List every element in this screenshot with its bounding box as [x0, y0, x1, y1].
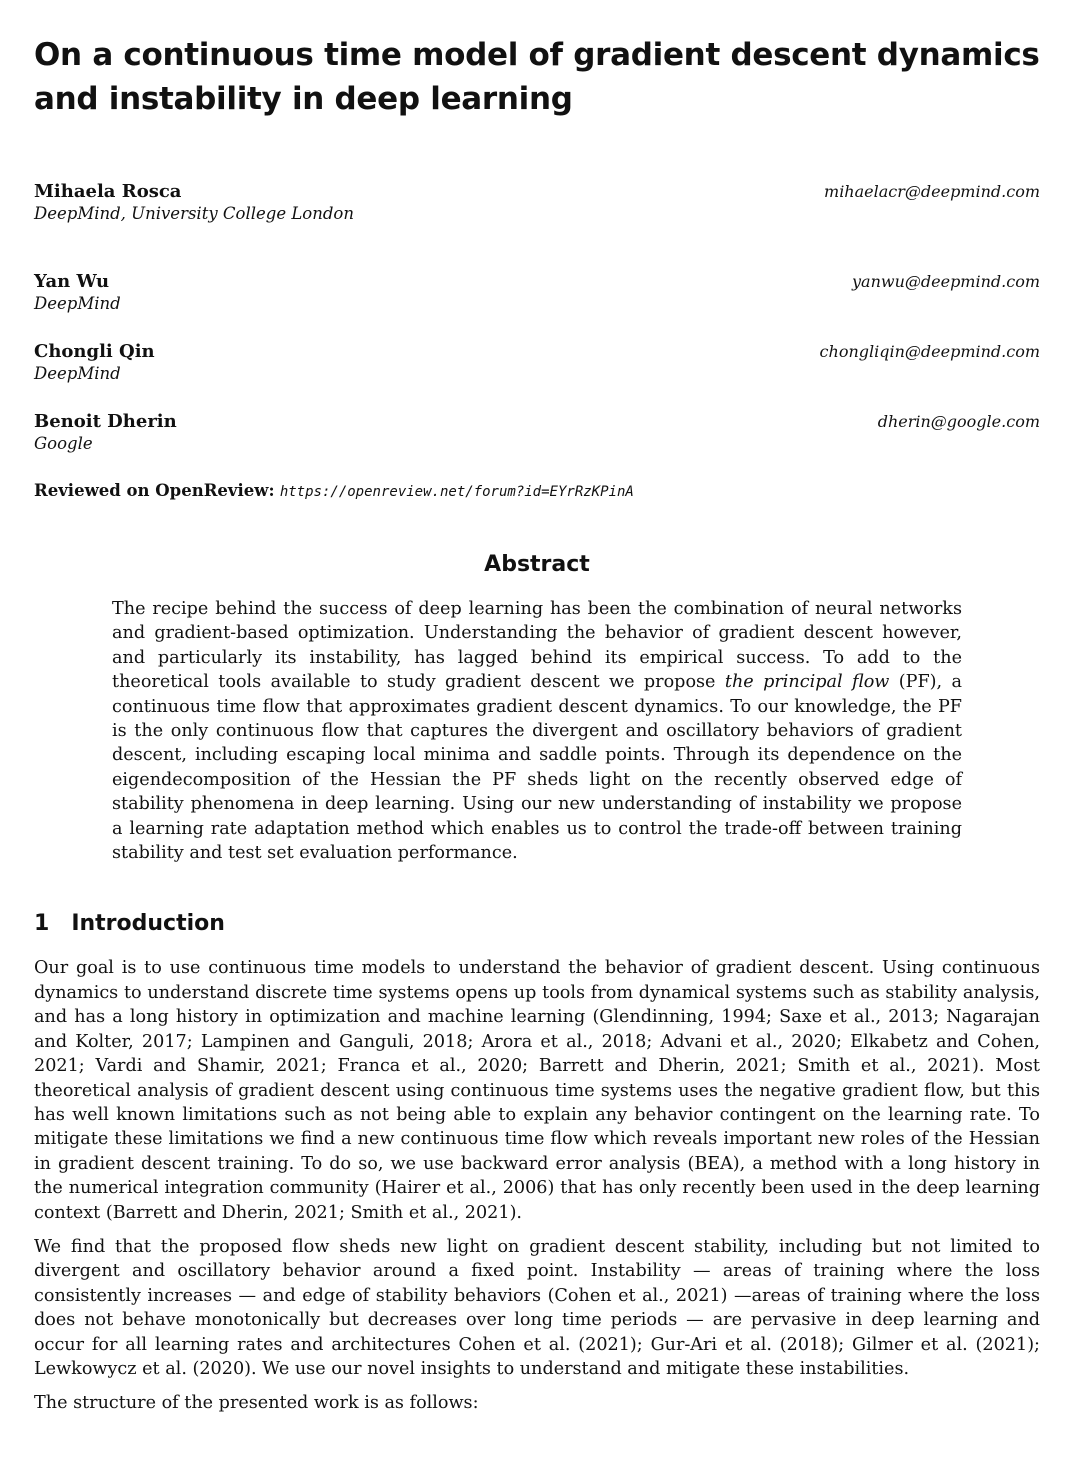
author-block-3 [34, 411, 1040, 455]
author-email: mihaelacr@deepmind.com [824, 182, 1040, 201]
paragraph: The structure of the presented work is as follows: [34, 1393, 479, 1414]
author-affiliation: Google [34, 434, 93, 453]
abstract-heading: Abstract [484, 552, 590, 577]
section-number: 1 [34, 911, 50, 937]
author-email: yanwu@deepmind.com [852, 272, 1040, 291]
section-heading-introduction [34, 911, 1040, 936]
abstract-text-part: (PF), a continuous time flow that approximates gradient descent dynamics. To our knowledge, the PF is the only continuous flow that captures the divergent and oscillatory behaviors of gradient descent, including escaping local minima and saddle points. Through its dependence on the eigendecomposition of the Hessian the PF sheds light on the recently observed edge of stability phenomena in deep learning. Using our new understanding of instability we propose a learning rate adaptation method which enables us to control the trade-off between training stability and test set evaluation performance. [112, 672, 963, 864]
section-title: Introduction [71, 911, 225, 937]
abstract-text-part: The recipe behind the success of deep learning has been the combination of neural networks and gradient-based optimization. Understanding the behavior of gradient descent however, and particularly its instability, has lagged behind its empirical success. To add to the theoretical tools available to study gradient descent we propose [112, 599, 962, 693]
author-name: Yan Wu [34, 271, 110, 292]
paragraph: Our goal is to use continuous time models to understand the behavior of gradient descent. Using continuous dynamics to understand discrete time systems opens up tools from dynamical systems such as stability analysis, and has a long history in optimization and machine learning (Glendinning, 1994; Saxe et al., 2013; Nagarajan and Kolter, 2017; Lampinen and Ganguli, 2018; Arora et al., 2018; Advani et al., 2020; Elkabetz and Cohen, 2021; Vardi and Shamir, 2021; Franca et al., 2020; Barrett and Dherin, 2021; Smith et al., 2021). Most theoretical analysis of gradient descent using continuous time systems uses the negative gradient flow, but this has well known limitations such as not being able to explain any behavior contingent on the learning rate. To mitigate these limitations we find a new continuous time flow which reveals important new roles of the Hessian in gradient descent training. To do so, we use backward error analysis (BEA), a method with a long history in the numerical integration community (Hairer et al., 2006) that has only recently been used in the deep learning context (Barrett and Dherin, 2021; Smith et al., 2021). [34, 958, 1040, 1223]
review-label: Reviewed on OpenReview: [34, 481, 275, 500]
author-block-0 [34, 181, 1040, 225]
openreview-link[interactable]: https://openreview.net/forum?id=EYrRzKPinA [279, 484, 634, 500]
author-name: Benoit Dherin [34, 411, 177, 432]
author-block-2 [34, 341, 1040, 385]
author-email: chongliqin@deepmind.com [819, 342, 1040, 361]
review-line [34, 481, 1040, 500]
author-name: Mihaela Rosca [34, 181, 182, 202]
author-affiliation: DeepMind, University College London [34, 204, 354, 223]
author-affiliation: DeepMind [34, 364, 121, 383]
author-block-1 [34, 271, 1040, 315]
abstract-emphasis: the principal flow [724, 672, 890, 693]
abstract-text [112, 597, 962, 865]
paragraph: We find that the proposed flow sheds new light on gradient descent stability, including but not limited to divergent and oscillatory behavior around a fixed point. Instability — areas of training where the loss consistently increases — and edge of stability behaviors (Cohen et al., 2021) —areas of training where the loss does not behave monotonically but decreases over long time periods — are pervasive in deep learning and occur for all learning rates and architectures Cohen et al. (2021); Gur-Ari et al. (2018); Gilmer et al. (2021); Lewkowycz et al. (2020). We use our novel insights to understand and mitigate these instabilities. [34, 1236, 1040, 1379]
author-name: Chongli Qin [34, 341, 155, 362]
author-affiliation: DeepMind [34, 294, 121, 313]
author-email: dherin@google.com [877, 412, 1040, 431]
paper-title: On a continuous time model of gradient descent dynamics and instability in deep learning [34, 37, 1040, 117]
